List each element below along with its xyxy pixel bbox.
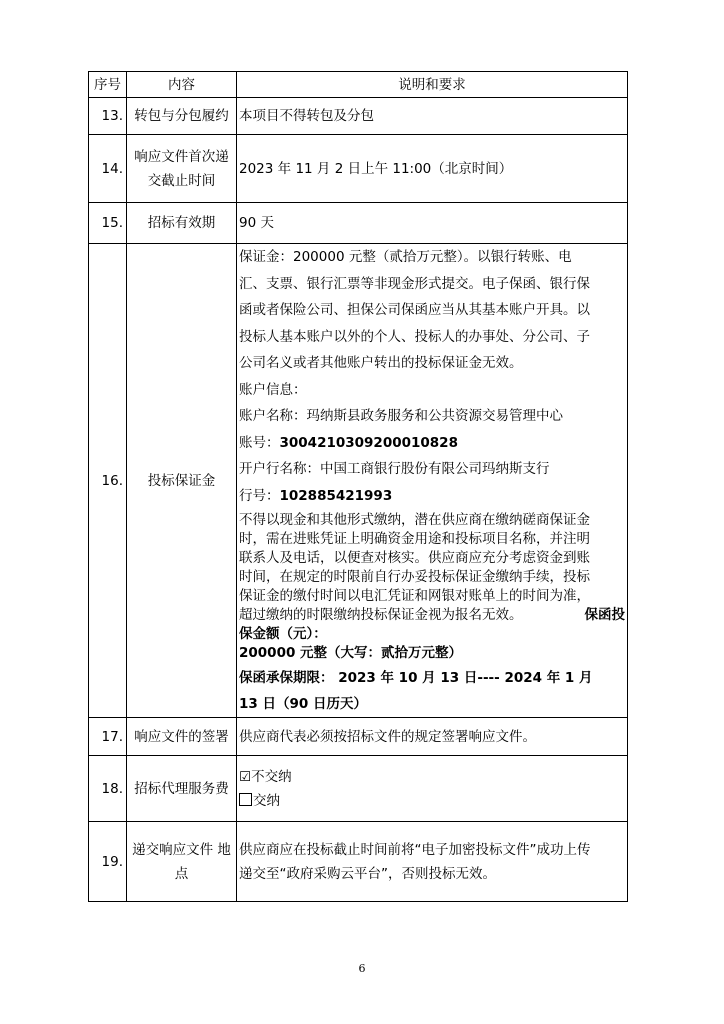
row-content: 响应文件的签署 [127, 718, 237, 756]
bank-name: 开户行名称：中国工商银行股份有限公司玛纳斯支行 [239, 461, 550, 477]
row-desc: 90 天 [237, 203, 628, 244]
row-no: 18. [89, 756, 127, 822]
deposit-para2-last-line [239, 606, 625, 625]
row-content: 招标代理服务费 [127, 756, 237, 822]
deposit-desc [237, 244, 628, 718]
guarantee-period-line: 13 日（90 日历天） [239, 696, 367, 712]
row-content: 投标保证金 [127, 244, 237, 718]
row-no: 15. [89, 203, 127, 244]
row-no: 13. [89, 98, 127, 135]
account-number-line [239, 430, 625, 457]
deposit-para1-line: 公司名义或者其他账户转出的投标保证金无效。 [239, 355, 523, 371]
row-no: 17. [89, 718, 127, 756]
account-number-label: 账号： [239, 434, 280, 451]
row-desc: 2023 年 11 月 2 日上午 11:00（北京时间） [237, 135, 628, 203]
guarantee-period-line: 保函承保期限： 2023 年 10 月 13 日---- 2024 年 1 月 [239, 670, 593, 686]
guarantee-amount-label: 保金额（元）： [239, 626, 327, 642]
account-number: 300421030920001082​8 [279, 434, 458, 451]
option-fee [239, 789, 625, 813]
guarantee-tail: 保函投 [584, 607, 625, 623]
deposit-para2-line: 保证金的缴付时间以电汇凭证和网银对账单上的时间为准， [239, 588, 590, 604]
deposit-para1-line: 投标人基本账户以外的个人、投标人的办事处、分公司、子 [239, 328, 590, 345]
table-row [89, 718, 628, 756]
row-no: 14. [89, 135, 127, 203]
row-content [127, 822, 237, 902]
table-row [89, 822, 628, 902]
row-content-line: 点 [174, 865, 189, 882]
row-desc: 供应商代表必须按招标文件的规定签署响应文件。 [237, 718, 628, 756]
row-content: 转包与分包履约 [127, 98, 237, 135]
deposit-para2-line: 时间，在规定的时限前自行办妥投标保证金缴纳手续，投标 [239, 569, 590, 585]
header-desc: 说明和要求 [237, 72, 628, 98]
table-row [89, 135, 628, 203]
row-desc-line: 供应商应在投标截止时间前将“电子加密投标文件”成功上传 [239, 841, 591, 858]
page-number: 6 [358, 962, 366, 975]
option-label: 交纳 [253, 792, 280, 809]
deposit-para2-line: 时，需在进账凭证上明确资金用途和投标项目名称，并注明 [239, 531, 590, 547]
deposit-para2-line: 不得以现金和其他形式缴纳，潜在供应商在缴纳磋商保证金 [239, 512, 590, 528]
row-content-line: 递交响应文件 地 [132, 841, 231, 858]
deposit-para2-line: 超过缴纳的时限缴纳投标保证金视为报名无效。 [239, 607, 523, 623]
table-header-row [89, 72, 628, 98]
row-desc [237, 822, 628, 902]
deposit-para1-line: 函或者保险公司、担保公司保函应当从其基本账户开具。以 [239, 302, 590, 318]
deposit-para1-line: 保证金：200000 元整（贰拾万元整）。以银行转账、电 [239, 249, 572, 265]
option-no-fee [239, 765, 625, 789]
header-content: 内容 [127, 72, 237, 98]
table-row-deposit [89, 244, 628, 718]
row-content: 招标有效期 [127, 203, 237, 244]
empty-box-icon [239, 793, 252, 806]
row-desc: 本项目不得转包及分包 [237, 98, 628, 135]
checked-box-icon: ☑ [239, 768, 252, 785]
account-info-label: 账户信息： [239, 381, 307, 398]
row-content-line: 交截止时间 [147, 172, 216, 189]
deposit-para2-line: 联系人及电话，以便查对核实。供应商应充分考虑资金到账 [239, 550, 590, 566]
row-no: 16. [89, 244, 127, 718]
requirements-table [88, 71, 628, 902]
table-row [89, 203, 628, 244]
row-desc-line: 递交至“政府采购云平台”，否则投标无效。 [239, 865, 496, 882]
row-content [127, 135, 237, 203]
row-desc [237, 756, 628, 822]
header-no: 序号 [89, 72, 127, 98]
bank-number-line [239, 483, 625, 510]
table-row [89, 756, 628, 822]
account-name: 账户名称：玛纳斯县政务服务和公共资源交易管理中心 [239, 408, 563, 424]
bank-number-label: 行号： [239, 487, 280, 504]
bank-number: 102885421993 [279, 487, 393, 504]
table-row [89, 98, 628, 135]
deposit-para1-line: 汇、支票、银行汇票等非现金形式提交。电子保函、银行保 [239, 275, 590, 292]
row-content-line: 响应文件首次递 [134, 148, 229, 165]
guarantee-amount: 200000 元整（大写：贰拾万元整） [239, 645, 463, 661]
option-label: 不交纳 [251, 768, 292, 785]
row-no: 19. [89, 822, 127, 902]
